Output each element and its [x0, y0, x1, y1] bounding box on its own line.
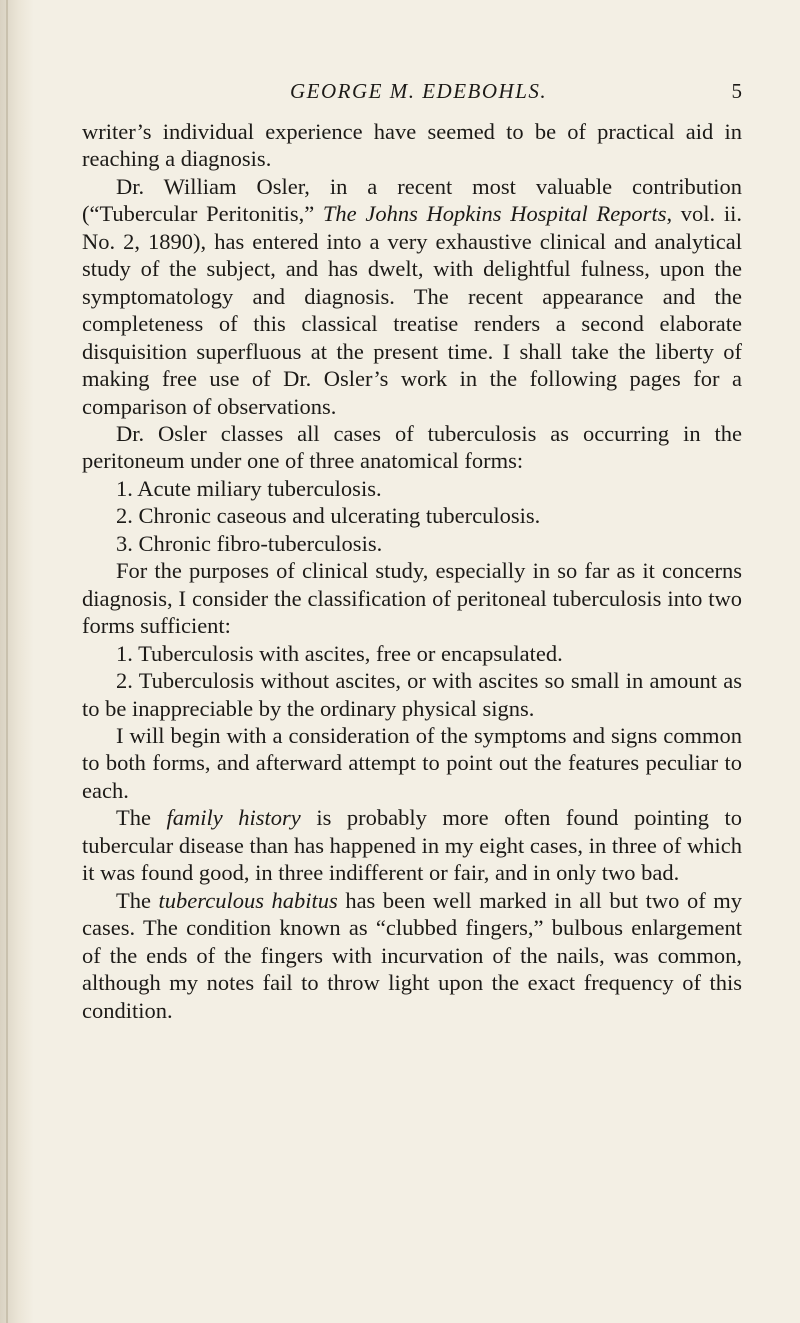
paragraph-osler-text-b: , vol. ii. No. 2, 1890), has entered into a very exhaustive clinical and analytical study of the subject, and has dwelt, with delightful fulness, upon the symptomatology and diagnosis. The recent appearance and the completeness of this classical treatise renders a second elaborate disquisition superfluous at the present time. I shall take the liberty of making free use of Dr. Osler’s work in the following pages for a comparison of observations. — [82, 201, 742, 419]
habitus-text-b: has been well marked in all but two of my cases. The condition known as “clubbed fingers,” bulbous enlargement of the ends of the fingers with incurvation of the nails, was common, although my notes fail to throw light upon the exact frequency of this condition. — [82, 887, 742, 1023]
list-item-anatomical-2: 2. Chronic caseous and ulcerating tuberculosis. — [116, 503, 541, 529]
family-history-text-a: The — [116, 805, 167, 831]
paragraph-continuation: writer’s individual experience have seemed to be of practical aid in reaching a diagnosis. — [82, 119, 742, 172]
habitus-term: tuberculous habitus — [158, 887, 338, 913]
paragraph-osler — [82, 173, 742, 420]
family-history-text-b: is probably more often found pointing to tubercular disease than has happened in my eight cases, in three of which it was found good, in three indifferent or fair, and in only two bad. — [82, 805, 742, 886]
binding-edge — [6, 0, 8, 1323]
journal-title: The Johns Hopkins Hospital Reports — [322, 201, 667, 227]
page-number: 5 — [731, 79, 742, 103]
list-item-anatomical-3: 3. Chronic fibro-tuberculosis. — [116, 530, 383, 556]
habitus-text-a: The — [116, 887, 159, 913]
paragraph-family-history — [82, 804, 742, 886]
paragraph-habitus — [82, 887, 742, 1024]
running-head — [82, 78, 742, 108]
family-history-term: family history — [166, 805, 301, 831]
paragraph-classification: For the purposes of clinical study, especially in so far as it concerns diagnosis, I consider the classification of peritoneal tuberculosis into two forms sufficient: — [82, 558, 742, 639]
list-item-clinical-1: 1. Tuberculosis with ascites, free or encapsulated. — [116, 640, 563, 666]
running-head-title: GEORGE M. EDEBOHLS. — [290, 79, 548, 103]
book-page — [82, 78, 742, 1024]
paragraph-osler-text-a: Dr. William Osler, in a recent most valuable contribution (“Tubercular Peritonitis,” — [82, 173, 742, 227]
list-item-clinical-2: 2. Tuberculosis without ascites, or with ascites so small in amount as to be inappreciable by the ordinary physical signs. — [82, 668, 742, 721]
paragraph-symptoms: I will begin with a consideration of the symptoms and signs common to both forms, and afterward attempt to point out the features peculiar to each. — [82, 722, 742, 803]
list-item-anatomical-1: 1. Acute miliary tuberculosis. — [116, 475, 382, 501]
paragraph-classes: Dr. Osler classes all cases of tuberculosis as occurring in the peritoneum under one of three anatomical forms: — [82, 420, 742, 474]
